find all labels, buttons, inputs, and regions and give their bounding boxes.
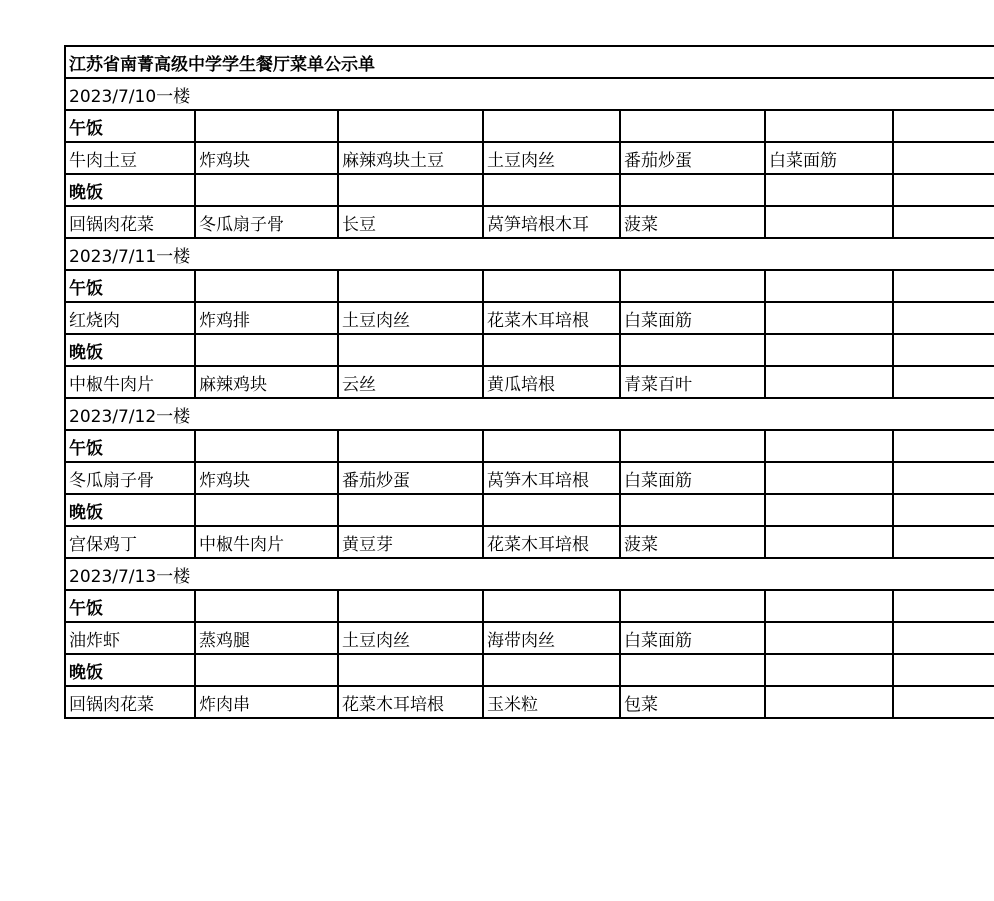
dish-cell [893,366,994,398]
dish-cell: 黄豆芽 [338,526,483,558]
empty-cell [338,174,483,206]
empty-cell [483,494,620,526]
empty-cell [620,430,765,462]
dish-cell: 菠菜 [620,526,765,558]
location-text: 一楼 [156,86,191,107]
dish-cell [893,206,994,238]
dish-cell: 土豆肉丝 [338,302,483,334]
date-row [65,78,994,110]
dish-cell: 海带肉丝 [483,622,620,654]
empty-cell [338,494,483,526]
empty-cell [338,590,483,622]
empty-cell [338,430,483,462]
empty-cell [195,174,338,206]
empty-cell [620,494,765,526]
dish-row [65,622,994,654]
dish-cell: 长豆 [338,206,483,238]
date-row [65,398,994,430]
meal-label-row [65,334,994,366]
dish-cell [765,462,893,494]
meal-label-row [65,270,994,302]
meal-label: 晚饭 [65,494,195,526]
empty-cell [195,334,338,366]
dish-cell: 牛肉土豆 [65,142,195,174]
dish-cell: 白菜面筋 [620,462,765,494]
empty-cell [893,430,994,462]
dish-cell: 冬瓜扇子骨 [65,462,195,494]
dish-cell [893,526,994,558]
dish-cell [893,462,994,494]
meal-label: 晚饭 [65,174,195,206]
empty-cell [195,494,338,526]
meal-label-row [65,590,994,622]
dish-cell: 蒸鸡腿 [195,622,338,654]
dish-cell: 青菜百叶 [620,366,765,398]
empty-cell [765,430,893,462]
empty-cell [338,270,483,302]
dish-cell: 花菜木耳培根 [483,302,620,334]
dish-cell: 炸鸡排 [195,302,338,334]
empty-cell [483,430,620,462]
empty-cell [765,654,893,686]
date-header [65,238,994,270]
empty-cell [765,110,893,142]
empty-cell [483,590,620,622]
empty-cell [620,270,765,302]
dish-cell: 包菜 [620,686,765,718]
dish-cell [765,366,893,398]
empty-cell [195,430,338,462]
date-row [65,238,994,270]
empty-cell [483,270,620,302]
date-text: 2023/7/12 [69,406,157,427]
dish-cell: 土豆肉丝 [338,622,483,654]
dish-cell: 花菜木耳培根 [338,686,483,718]
dish-cell [765,302,893,334]
dish-cell: 回锅肉花菜 [65,686,195,718]
meal-label-row [65,494,994,526]
dish-cell: 花菜木耳培根 [483,526,620,558]
empty-cell [338,334,483,366]
empty-cell [620,654,765,686]
dish-cell: 云丝 [338,366,483,398]
date-header [65,78,994,110]
meal-label: 午饭 [65,110,195,142]
meal-label: 午饭 [65,590,195,622]
empty-cell [195,590,338,622]
dish-cell: 麻辣鸡块土豆 [338,142,483,174]
empty-cell [893,110,994,142]
dish-cell: 玉米粒 [483,686,620,718]
date-row [65,558,994,590]
menu-table [64,45,994,719]
dish-cell: 番茄炒蛋 [620,142,765,174]
empty-cell [765,590,893,622]
dish-cell: 土豆肉丝 [483,142,620,174]
meal-label-row [65,174,994,206]
dish-cell: 白菜面筋 [620,302,765,334]
empty-cell [765,494,893,526]
empty-cell [483,174,620,206]
date-text: 2023/7/10 [69,86,157,107]
meal-label-row [65,654,994,686]
empty-cell [338,654,483,686]
dish-cell [893,686,994,718]
empty-cell [620,110,765,142]
empty-cell [620,334,765,366]
empty-cell [893,494,994,526]
dish-cell: 黄瓜培根 [483,366,620,398]
dish-cell: 莴笋培根木耳 [483,206,620,238]
dish-row [65,206,994,238]
meal-label: 午饭 [65,430,195,462]
dish-cell: 麻辣鸡块 [195,366,338,398]
dish-cell [893,302,994,334]
dish-cell: 油炸虾 [65,622,195,654]
dish-cell: 炸鸡块 [195,142,338,174]
dish-cell: 白菜面筋 [620,622,765,654]
empty-cell [893,654,994,686]
dish-cell: 莴笋木耳培根 [483,462,620,494]
location-text: 一楼 [156,246,191,267]
dish-cell [765,206,893,238]
dish-cell: 炸鸡块 [195,462,338,494]
location-text: 一楼 [156,566,191,587]
dish-row [65,462,994,494]
empty-cell [483,334,620,366]
dish-row [65,302,994,334]
page-title: 江苏省南菁高级中学学生餐厅菜单公示单 [65,46,994,78]
empty-cell [765,270,893,302]
empty-cell [765,174,893,206]
empty-cell [195,110,338,142]
date-header [65,558,994,590]
empty-cell [195,270,338,302]
dish-cell: 红烧肉 [65,302,195,334]
dish-row [65,526,994,558]
dish-cell: 中椒牛肉片 [195,526,338,558]
empty-cell [338,110,483,142]
dish-cell: 炸肉串 [195,686,338,718]
dish-cell [765,526,893,558]
dish-cell [893,622,994,654]
dish-cell: 冬瓜扇子骨 [195,206,338,238]
empty-cell [893,174,994,206]
dish-cell [765,622,893,654]
dish-row [65,142,994,174]
meal-label-row [65,430,994,462]
dish-row [65,366,994,398]
dish-cell [765,686,893,718]
empty-cell [893,334,994,366]
meal-label: 晚饭 [65,334,195,366]
empty-cell [765,334,893,366]
empty-cell [195,654,338,686]
date-header [65,398,994,430]
location-text: 一楼 [156,406,191,427]
dish-cell [893,142,994,174]
title-row [65,46,994,78]
dish-cell: 中椒牛肉片 [65,366,195,398]
dish-cell: 白菜面筋 [765,142,893,174]
dish-cell: 菠菜 [620,206,765,238]
date-text: 2023/7/11 [69,246,157,267]
dish-cell: 回锅肉花菜 [65,206,195,238]
empty-cell [893,270,994,302]
dish-cell: 宫保鸡丁 [65,526,195,558]
empty-cell [483,654,620,686]
meal-label: 午饭 [65,270,195,302]
meal-label-row [65,110,994,142]
date-text: 2023/7/13 [69,566,157,587]
empty-cell [620,590,765,622]
empty-cell [893,590,994,622]
empty-cell [483,110,620,142]
empty-cell [620,174,765,206]
meal-label: 晚饭 [65,654,195,686]
dish-row [65,686,994,718]
dish-cell: 番茄炒蛋 [338,462,483,494]
